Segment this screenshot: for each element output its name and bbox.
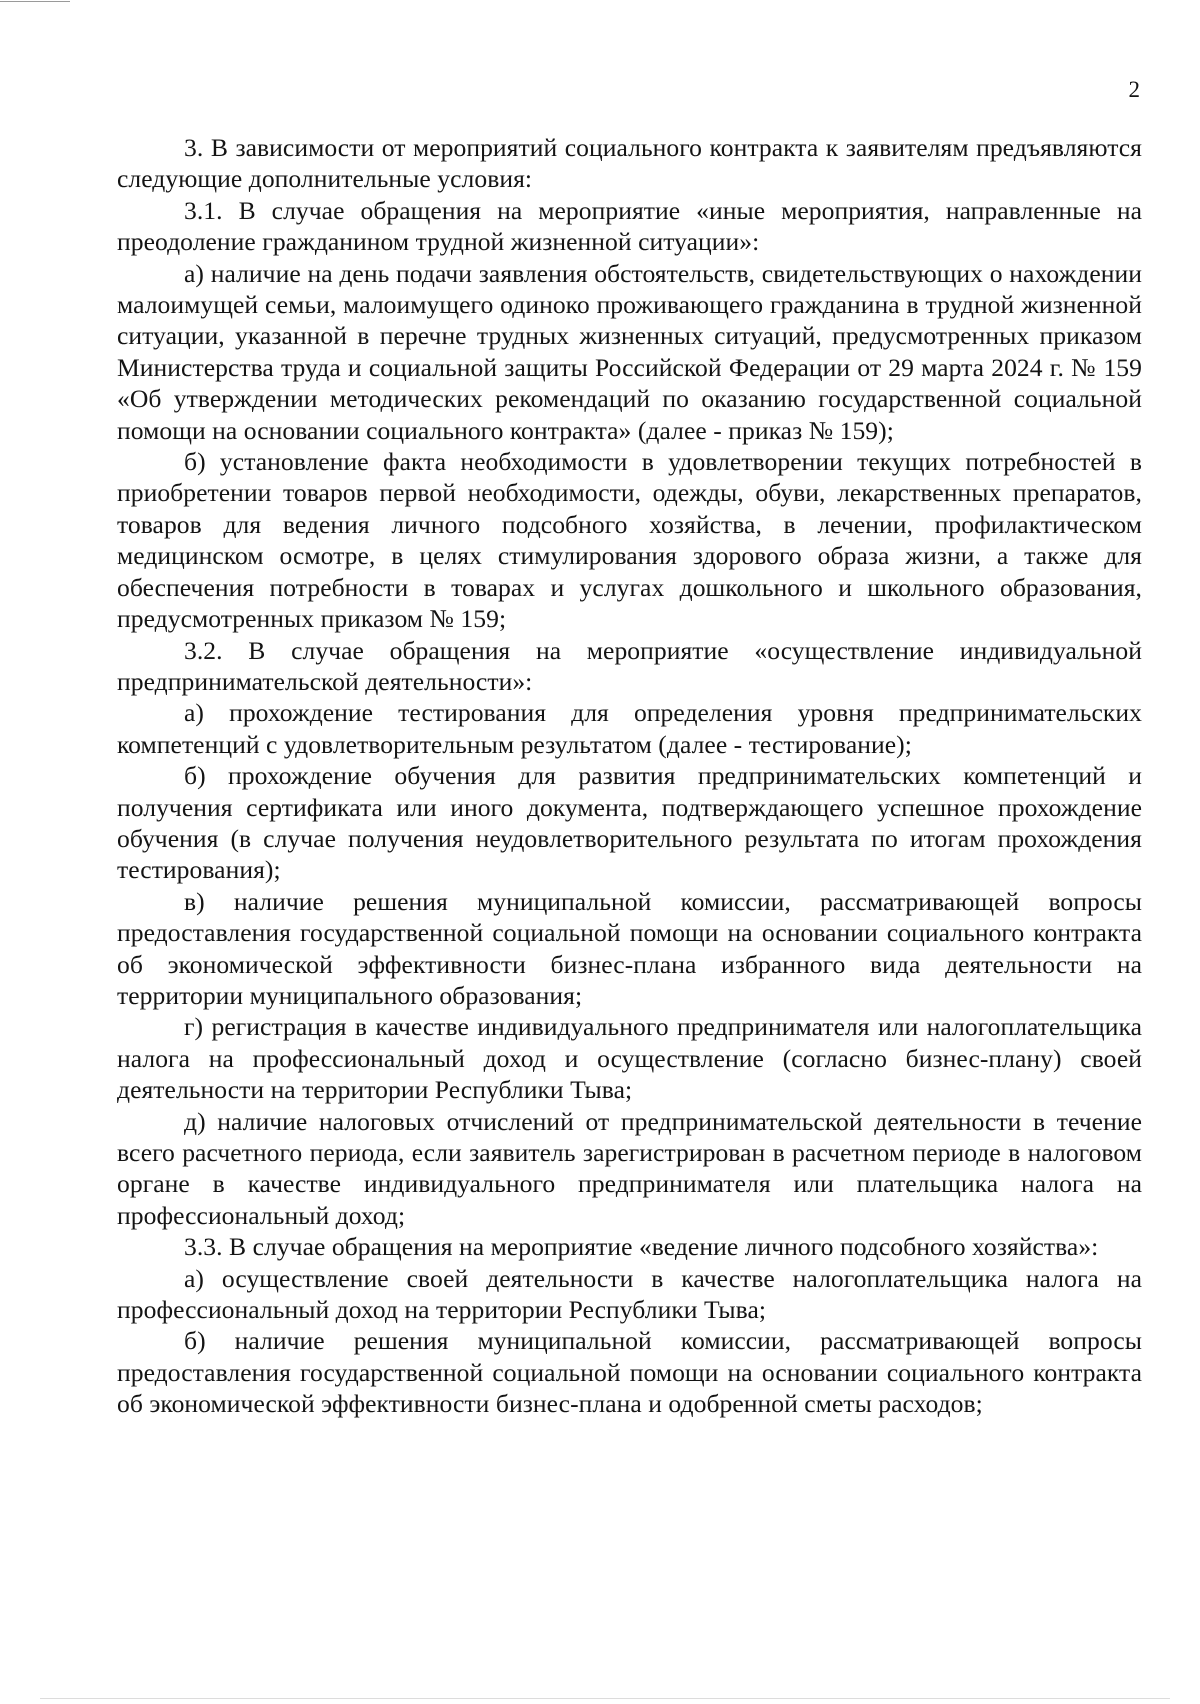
paragraph-3-2-a: а) прохождение тестирования для определения уровня предпринимательских компетенций с удовлетворительным результатом (далее - тестирование); bbox=[117, 698, 1142, 759]
paragraph-3-1-a: а) наличие на день подачи заявления обстоятельств, свидетельствующих о нахождении малоимущей семьи, малоимущего одиноко проживающего гражданина в трудной жизненной ситуации, указанной в перечне трудных жизненных ситуаций, предусмотренных приказом Министерства труда и социальной защиты Российской Федерации от 29 марта 2024 г. № 159 «Об утверждении методических рекомендаций по оказанию государственной социальной помощи на основании социального контракта» (далее - приказ № 159); bbox=[117, 258, 1142, 445]
paragraph-3-2-v: в) наличие решения муниципальной комиссии, рассматривающей вопросы предоставления государственной социальной помощи на основании социального контракта об экономической эффективности бизнес-плана избранного вида деятельности на территории муниципального образования; bbox=[117, 886, 1142, 1010]
paragraph-3-3-a: а) осуществление своей деятельности в качестве налогоплательщика налога на профессиональный доход на территории Республики Тыва; bbox=[117, 1263, 1142, 1325]
paragraph-3-2-d: д) наличие налоговых отчислений от предпринимательской деятельности в течение всего расчетного периода, если заявитель зарегистрирован в расчетном периоде в налоговом органе в качестве индивидуального предпринимателя или плательщика налога на профессиональный доход; bbox=[117, 1106, 1142, 1230]
paragraph-3-1-b: б) установление факта необходимости в удовлетворении текущих потребностей в приобретении товаров первой необходимости, одежды, обуви, лекарственных препаратов, товаров для ведения личного подсобного хозяйства, в лечении, профилактическом медицинском осмотре, в целях стимулирования здорового образа жизни, а также для обеспечения потребности в товарах и услугах дошкольного и школьного образования, предусмотренных приказом № 159; bbox=[117, 447, 1142, 634]
paragraph-3-3: 3.3. В случае обращения на мероприятие «ведение личного подсобного хозяйства»: bbox=[184, 1232, 1099, 1262]
paragraph-3-3-b: б) наличие решения муниципальной комиссии, рассматривающей вопросы предоставления государственной социальной помощи на основании социального контракта об экономической эффективности бизнес-плана и одобренной сметы расходов; bbox=[117, 1326, 1142, 1419]
paragraph-3-2-b: б) прохождение обучения для развития предпринимательских компетенций и получения сертификата или иного документа, подтверждающего успешное прохождение обучения (в случае получения неудовлетворительного результата по итогам прохождения тестирования); bbox=[117, 761, 1142, 885]
scan-edge-mark-bottom bbox=[40, 1698, 1170, 1699]
paragraph-3-2: 3.2. В случае обращения на мероприятие «осуществление индивидуальной предпринимательской деятельности»: bbox=[117, 635, 1142, 696]
paragraph-3-1: 3.1. В случае обращения на мероприятие «иные мероприятия, направленные на преодоление гражданином трудной жизненной ситуации»: bbox=[117, 195, 1142, 257]
paragraph-3-2-g: г) регистрация в качестве индивидуального предпринимателя или налогоплательщика налога на профессиональный доход и осуществление (согласно бизнес-плану) своей деятельности на территории Республики Тыва; bbox=[117, 1012, 1142, 1105]
paragraph-3: 3. В зависимости от мероприятий социального контракта к заявителям предъявляются следующие дополнительные условия: bbox=[117, 133, 1142, 194]
page-number: 2 bbox=[1128, 77, 1140, 102]
scan-edge-mark-top bbox=[0, 1, 70, 2]
document-body bbox=[117, 132, 1142, 1420]
